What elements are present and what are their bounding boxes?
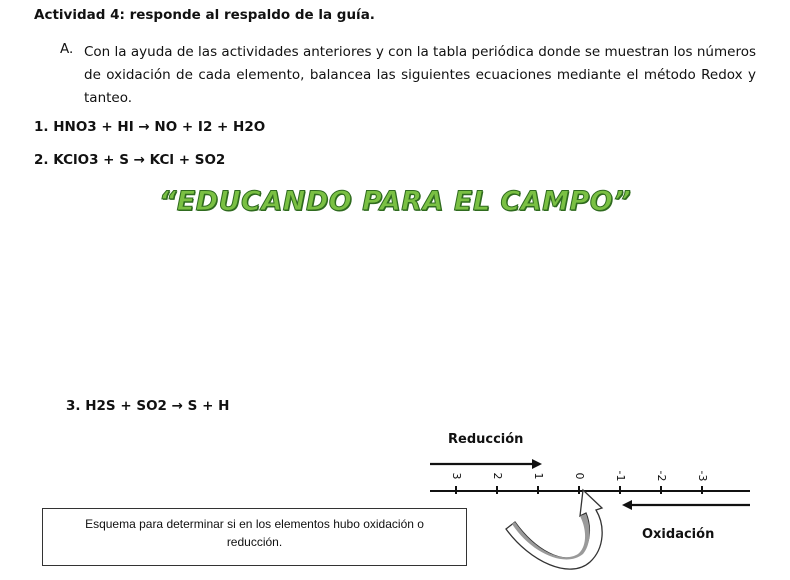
equation-3: 3. H2S + SO2 → S + H: [66, 398, 230, 414]
oxidation-arrowhead: [622, 500, 632, 510]
activity-heading: Actividad 4: responde al respaldo de la guía.: [34, 7, 375, 23]
equation-1: 1. HNO3 + HI → NO + I2 + H2O: [34, 119, 266, 135]
tick-label: 1: [532, 472, 545, 480]
reduction-label: Reducción: [448, 432, 524, 447]
item-letter: A.: [60, 41, 74, 57]
item-instructions: Con la ayuda de las actividades anteriores y con la tabla periódica donde se muestran los números de oxidación de cada elemento, balancea las siguientes ecuaciones mediante el método Redox y tanteo.: [84, 44, 756, 106]
tick-label: -2: [655, 470, 668, 482]
tick-label: 2: [491, 472, 504, 480]
oxidation-label: Oxidación: [642, 527, 715, 542]
scheme-note-box: [42, 508, 467, 566]
tick-label: -1: [614, 470, 627, 482]
tick-label: 0: [573, 472, 586, 480]
equation-2: 2. KClO3 + S → KCl + SO2: [34, 152, 226, 168]
oxidation-number-line: [420, 450, 790, 580]
tick-label: 3: [450, 472, 463, 480]
reduction-arrowhead: [532, 459, 542, 469]
tick-label: -3: [696, 470, 709, 482]
scheme-note-text: Esquema para determinar si en los elementos hubo oxidación o reducción.: [85, 517, 424, 549]
tick-labels: [450, 471, 709, 482]
curved-arrow-shade: [512, 514, 590, 559]
slogan-banner: “EDUCANDO PARA EL CAMPO”: [158, 186, 632, 217]
